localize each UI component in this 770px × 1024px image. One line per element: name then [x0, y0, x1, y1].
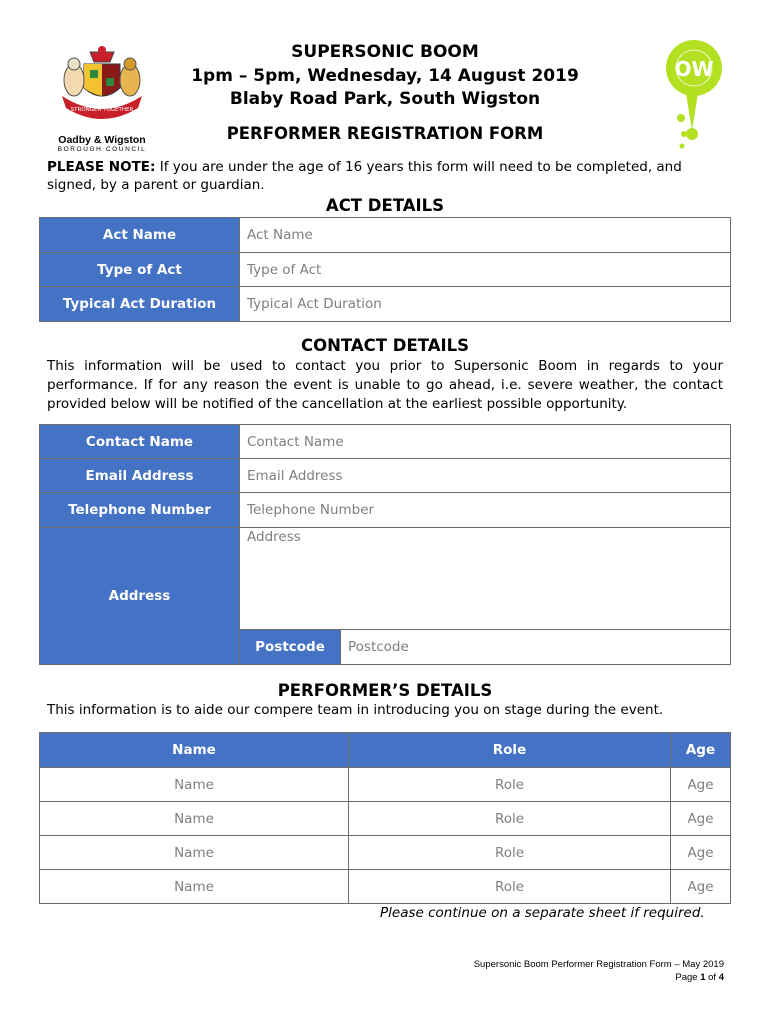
motto-text: STRONGER TOGETHER [70, 107, 134, 113]
council-name: Oadby & Wigston [58, 134, 146, 146]
performer-age-field[interactable]: Age [671, 870, 731, 904]
postcode-label: Postcode [240, 630, 341, 665]
note-text: If you are under the age of 16 years this form will need to be completed, and signed, by a parent or guardian. [47, 159, 682, 193]
footer-page-number [420, 971, 724, 984]
act-duration-label: Typical Act Duration [40, 287, 240, 322]
performer-age-field[interactable]: Age [671, 836, 731, 870]
contact-details-table [39, 424, 731, 665]
note-label: PLEASE NOTE: [47, 159, 156, 175]
performer-name-field[interactable]: Name [40, 768, 349, 802]
contact-name-label: Contact Name [40, 425, 240, 459]
form-title: PERFORMER REGISTRATION FORM [226, 124, 544, 143]
page-total: 4 [718, 972, 724, 983]
performer-name-field[interactable]: Name [40, 870, 349, 904]
act-name-field[interactable]: Act Name [240, 218, 731, 253]
performer-age-field[interactable]: Age [671, 802, 731, 836]
page-prefix: Page [675, 972, 701, 983]
event-title-block [150, 41, 620, 112]
address-field[interactable]: Address [240, 528, 731, 630]
table-row [40, 836, 731, 870]
act-details-heading: ACT DETAILS [325, 196, 445, 215]
performer-role-field[interactable]: Role [349, 870, 671, 904]
council-logo [52, 44, 152, 153]
contact-intro: This information will be used to contact you prior to Supersonic Boom in regards to your performance. If for any reason the event is unable to go ahead, i.e. severe weather, the contact provided below will be notified of the cancellation at the earliest possible opportunity. [47, 358, 723, 412]
council-sub: BOROUGH COUNCIL [57, 146, 147, 153]
performer-role-field[interactable]: Role [349, 768, 671, 802]
performer-age-field[interactable]: Age [671, 768, 731, 802]
continue-note: Please continue on a separate sheet if required. [380, 905, 705, 921]
contact-name-field[interactable]: Contact Name [240, 425, 731, 459]
performers-table [39, 732, 731, 904]
act-type-label: Type of Act [40, 253, 240, 287]
performers-heading: PERFORMER’S DETAILS [277, 681, 493, 700]
performer-role-field[interactable]: Role [349, 836, 671, 870]
page-of: of [705, 972, 719, 983]
act-details-table [39, 217, 731, 322]
table-row [40, 768, 731, 802]
performers-intro: This information is to aide our compere team in introducing you on stage during the event. [47, 702, 664, 718]
event-time-date: 1pm – 5pm, Wednesday, 14 August 2019 [191, 65, 579, 86]
event-venue: Blaby Road Park, South Wigston [229, 89, 541, 109]
col-role-header: Role [349, 733, 671, 768]
address-label: Address [40, 528, 240, 665]
table-row [40, 802, 731, 836]
email-label: Email Address [40, 459, 240, 493]
col-name-header: Name [40, 733, 349, 768]
performer-name-field[interactable]: Name [40, 836, 349, 870]
postcode-field[interactable]: Postcode [341, 630, 731, 665]
email-field[interactable]: Email Address [240, 459, 731, 493]
youth-logo-text: OW [674, 57, 714, 81]
page-footer [420, 958, 724, 984]
please-note [47, 158, 727, 194]
youth-splat-icon [664, 38, 724, 156]
footer-doc-title: Supersonic Boom Performer Registration Form – May 2019 [473, 959, 724, 970]
act-type-field[interactable]: Type of Act [240, 253, 731, 287]
page-num: 1 [700, 972, 706, 983]
telephone-field[interactable]: Telephone Number [240, 493, 731, 528]
crest-icon [52, 44, 152, 126]
performer-role-field[interactable]: Role [349, 802, 671, 836]
act-name-label: Act Name [40, 218, 240, 253]
act-duration-field[interactable]: Typical Act Duration [240, 287, 731, 322]
col-age-header: Age [671, 733, 731, 768]
table-row [40, 870, 731, 904]
contact-details-heading: CONTACT DETAILS [300, 336, 470, 355]
event-name: SUPERSONIC BOOM [291, 42, 479, 62]
youth-logo [664, 38, 724, 156]
performer-name-field[interactable]: Name [40, 802, 349, 836]
telephone-label: Telephone Number [40, 493, 240, 528]
